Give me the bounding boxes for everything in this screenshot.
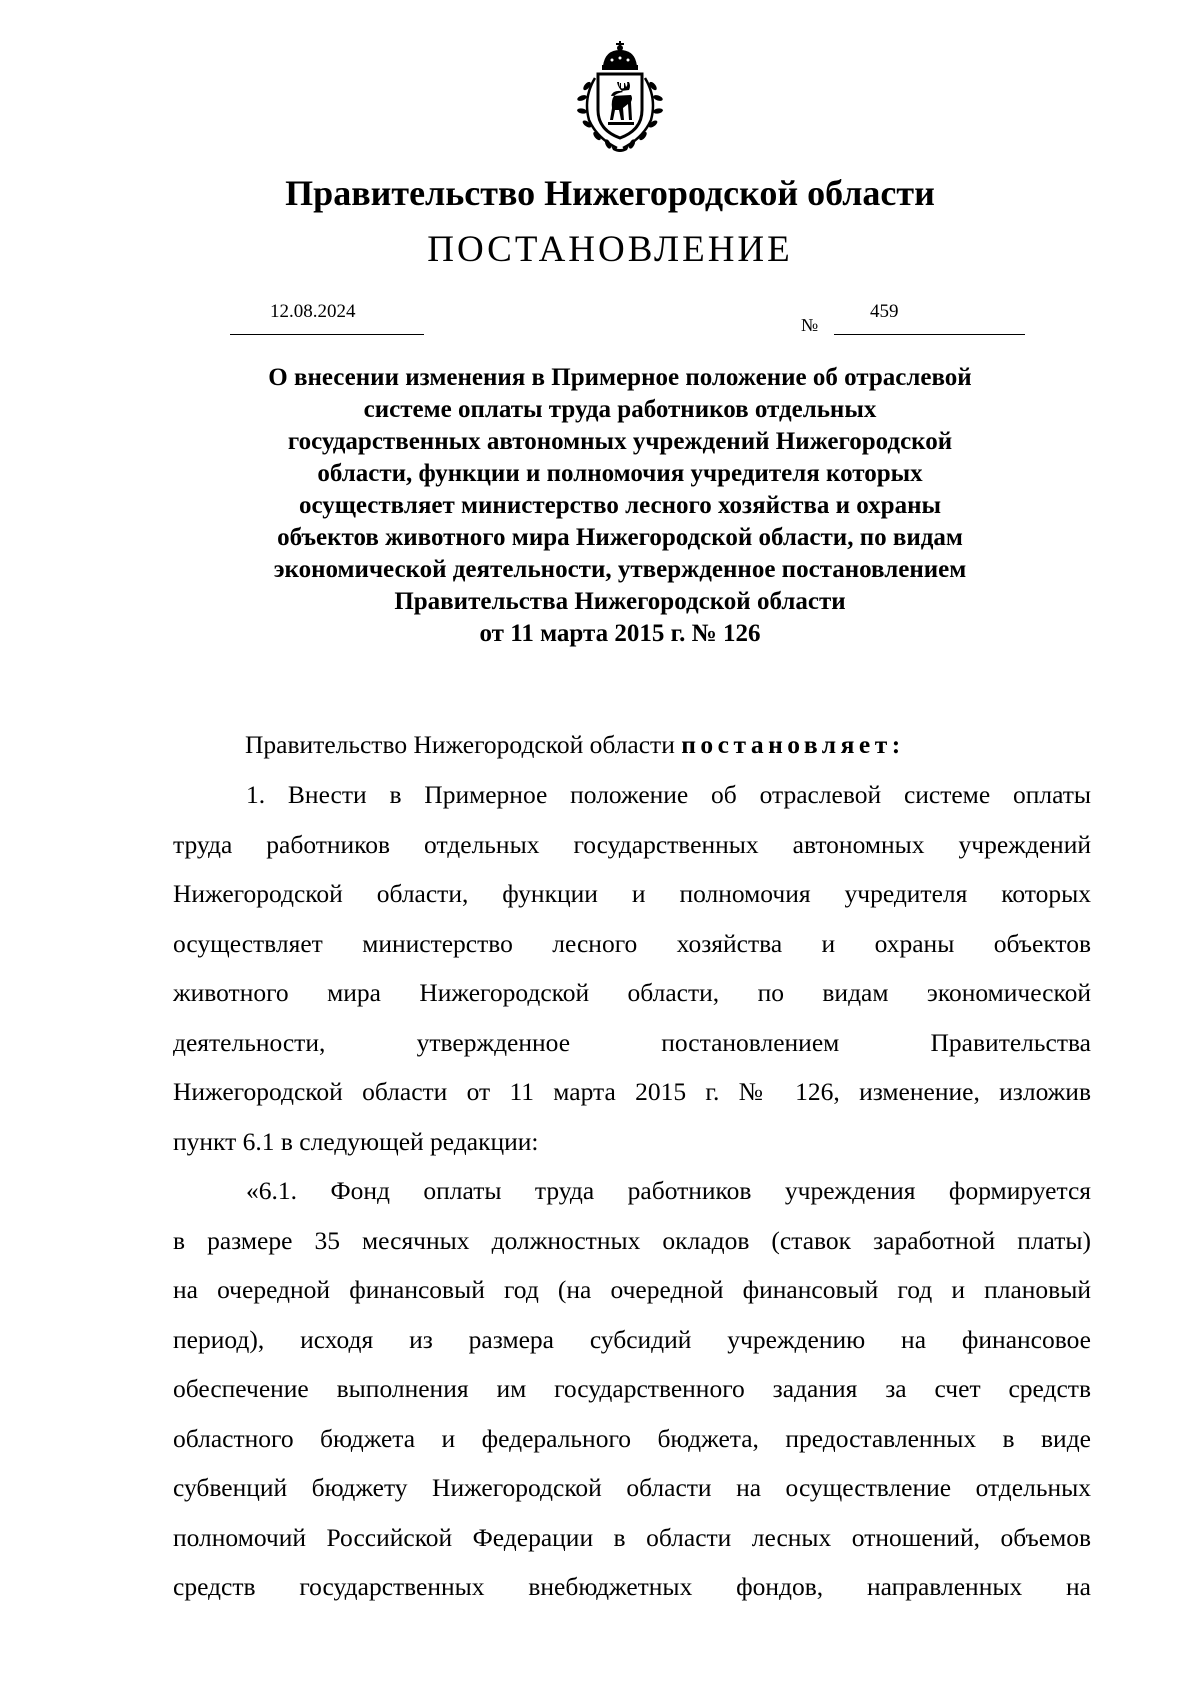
- paragraph-line: период), исходя из размера субсидий учреждению на финансовое: [173, 1324, 1091, 1354]
- paragraph-line: полномочий Российской Федерации в области лесных отношений, объемов: [173, 1522, 1091, 1552]
- number-field: [834, 300, 1025, 335]
- subject-line: области, функции и полномочия учредителя которых: [317, 460, 923, 487]
- date-field: [230, 300, 424, 335]
- subject-line: государственных автономных учреждений Нижегородской: [287, 428, 953, 455]
- paragraph-line: областного бюджета и федерального бюджета, предоставленных в виде: [173, 1423, 1091, 1453]
- subject-line: О внесении изменения в Примерное положение об отраслевой: [268, 364, 972, 391]
- paragraph-line: животного мира Нижегородской области, по видам экономической: [173, 978, 1091, 1007]
- paragraph-line: Нижегородской области от 11 марта 2015 г. № 126, изменение, изложив: [173, 1077, 1091, 1106]
- paragraph-line: осуществляет министерство лесного хозяйства и охраны объектов: [173, 928, 1091, 958]
- document-subject: [200, 362, 1040, 650]
- paragraph-2: [173, 1166, 1091, 1612]
- subject-line: объектов животного мира Нижегородской области, по видам: [277, 524, 963, 551]
- coat-of-arms-emblem: [567, 38, 673, 154]
- number-sign: №: [801, 315, 819, 335]
- paragraph-line: деятельности, утвержденное постановлением Правительства: [173, 1027, 1091, 1057]
- paragraph-line: субвенций бюджету Нижегородской области на осуществление отдельных: [173, 1473, 1091, 1502]
- paragraph-line: в размере 35 месячных должностных окладов (ставок заработной платы): [173, 1225, 1091, 1255]
- intro-text: Правительство Нижегородской области: [245, 730, 682, 759]
- paragraph-line: труда работников отдельных государственных автономных учреждений: [173, 829, 1091, 859]
- document-type: ПОСТАНОВЛЕНИЕ: [427, 229, 793, 270]
- document-date: 12.08.2024: [270, 301, 356, 322]
- subject-line: экономической деятельности, утвержденное постановлением: [273, 556, 967, 583]
- subject-line: от 11 марта 2015 г. № 126: [479, 620, 761, 647]
- resolution-intro: [173, 722, 1091, 770]
- paragraph-line: 1. Внести в Примерное положение об отраслевой системе оплаты: [246, 780, 1091, 809]
- document-number: 459: [870, 301, 899, 322]
- paragraph-line: средств государственных внебюджетных фондов, направленных на: [173, 1572, 1091, 1601]
- intro-emphasis: постановляет:: [681, 730, 905, 759]
- subject-line: Правительства Нижегородской области: [394, 588, 846, 615]
- subject-line: системе оплаты труда работников отдельных: [363, 396, 877, 423]
- paragraph-line: обеспечение выполнения им государственного задания за счет средств: [173, 1374, 1091, 1403]
- paragraph-1: [173, 770, 1091, 1166]
- paragraph-line: на очередной финансовый год (на очередной финансовый год и плановый: [173, 1275, 1091, 1304]
- paragraph-line: пункт 6.1 в следующей редакции:: [173, 1126, 539, 1156]
- document-body: [173, 722, 1091, 1612]
- organization-title: Правительство Нижегородской области: [285, 173, 935, 213]
- paragraph-line: Нижегородской области, функции и полномочия учредителя которых: [173, 879, 1091, 908]
- paragraph-line: «6.1. Фонд оплаты труда работников учреждения формируется: [246, 1176, 1091, 1205]
- subject-line: осуществляет министерство лесного хозяйства и охраны: [299, 492, 941, 519]
